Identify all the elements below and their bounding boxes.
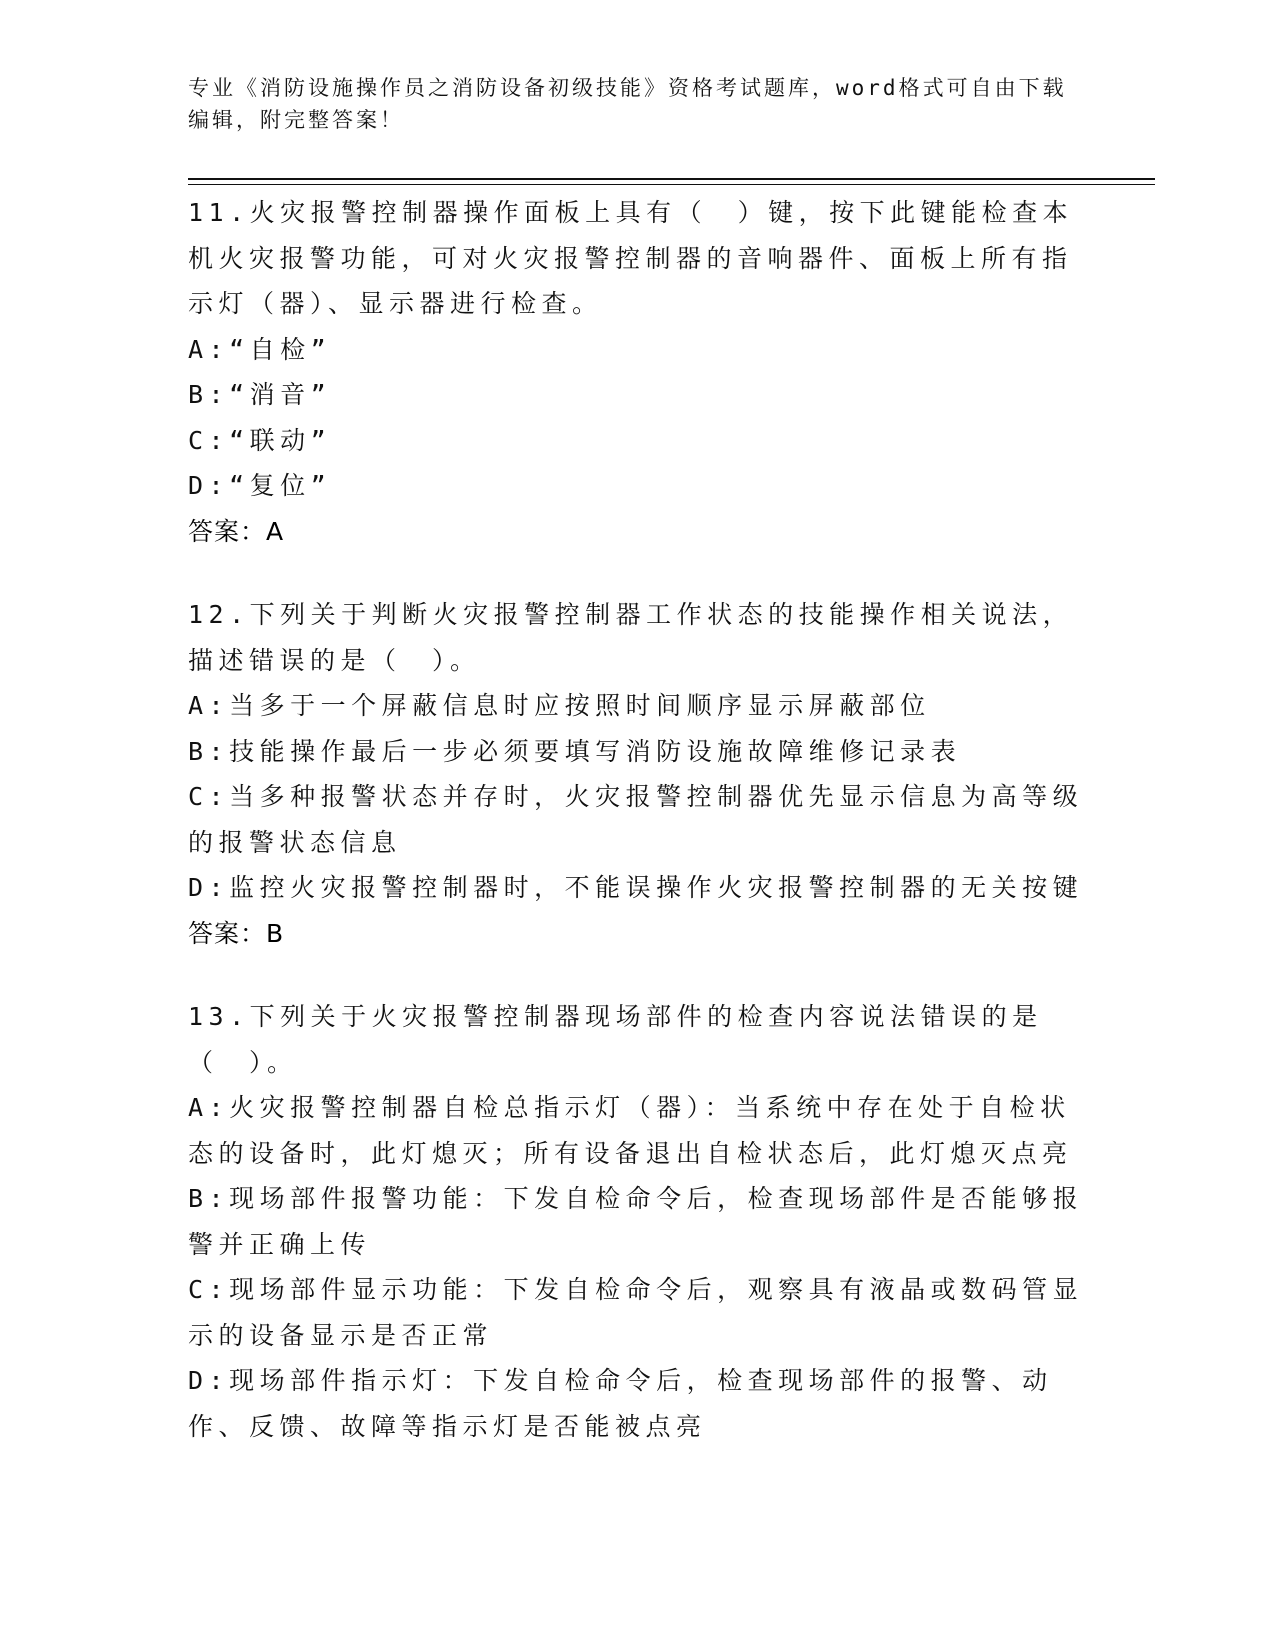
option-c: C:当多种报警状态并存时，火灾报警控制器优先显示信息为高等级的报警状态信息 — [188, 782, 1084, 857]
header-rule-thick — [188, 178, 1155, 180]
header-rule-thin — [188, 184, 1155, 185]
question-stem: 13.下列关于火灾报警控制器现场部件的检查内容说法错误的是（ ）。 — [188, 1002, 1043, 1077]
option-a: A:当多于一个屏蔽信息时应按照时间顺序显示屏蔽部位 — [188, 691, 931, 720]
question-stem: 12.下列关于判断火灾报警控制器工作状态的技能操作相关说法，描述错误的是（ ）。 — [188, 600, 1074, 675]
option-b: B:“消音” — [188, 380, 332, 409]
question-13 — [188, 994, 1088, 1449]
document-header: 专业《消防设施操作员之消防设备初级技能》资格考试题库，word格式可自由下载编辑，附完整答案！ — [188, 76, 1067, 132]
answer-label: 答案：B — [188, 918, 285, 948]
question-11 — [188, 190, 1088, 554]
question-list — [188, 190, 1088, 1449]
option-c: C:“联动” — [188, 425, 332, 455]
option-d: D:监控火灾报警控制器时，不能误操作火灾报警控制器的无关按键 — [188, 873, 1084, 902]
option-a: A:火灾报警控制器自检总指示灯（器）：当系统中存在处于自检状态的设备时，此灯熄灭；所有设备退出自检状态后，此灯熄灭点亮 — [188, 1093, 1073, 1168]
option-b: B:技能操作最后一步必须要填写消防设施故障维修记录表 — [188, 736, 962, 766]
option-b: B:现场部件报警功能：下发自检命令后，检查现场部件是否能够报警并正确上传 — [188, 1184, 1084, 1259]
question-12 — [188, 592, 1088, 956]
option-d: D:“复位” — [188, 471, 332, 500]
option-a: A:“自检” — [188, 334, 332, 364]
option-c: C:现场部件显示功能：下发自检命令后，观察具有液晶或数码管显示的设备显示是否正常 — [188, 1275, 1084, 1350]
answer-label: 答案：A — [188, 516, 285, 546]
question-stem: 11.火灾报警控制器操作面板上具有（ ）键，按下此键能检查本机火灾报警功能，可对火灾报警控制器的音响器件、面板上所有指示灯（器）、显示器进行检查。 — [188, 198, 1074, 318]
option-d: D:现场部件指示灯：下发自检命令后，检查现场部件的报警、动作、反馈、故障等指示灯是否能被点亮 — [188, 1366, 1053, 1441]
